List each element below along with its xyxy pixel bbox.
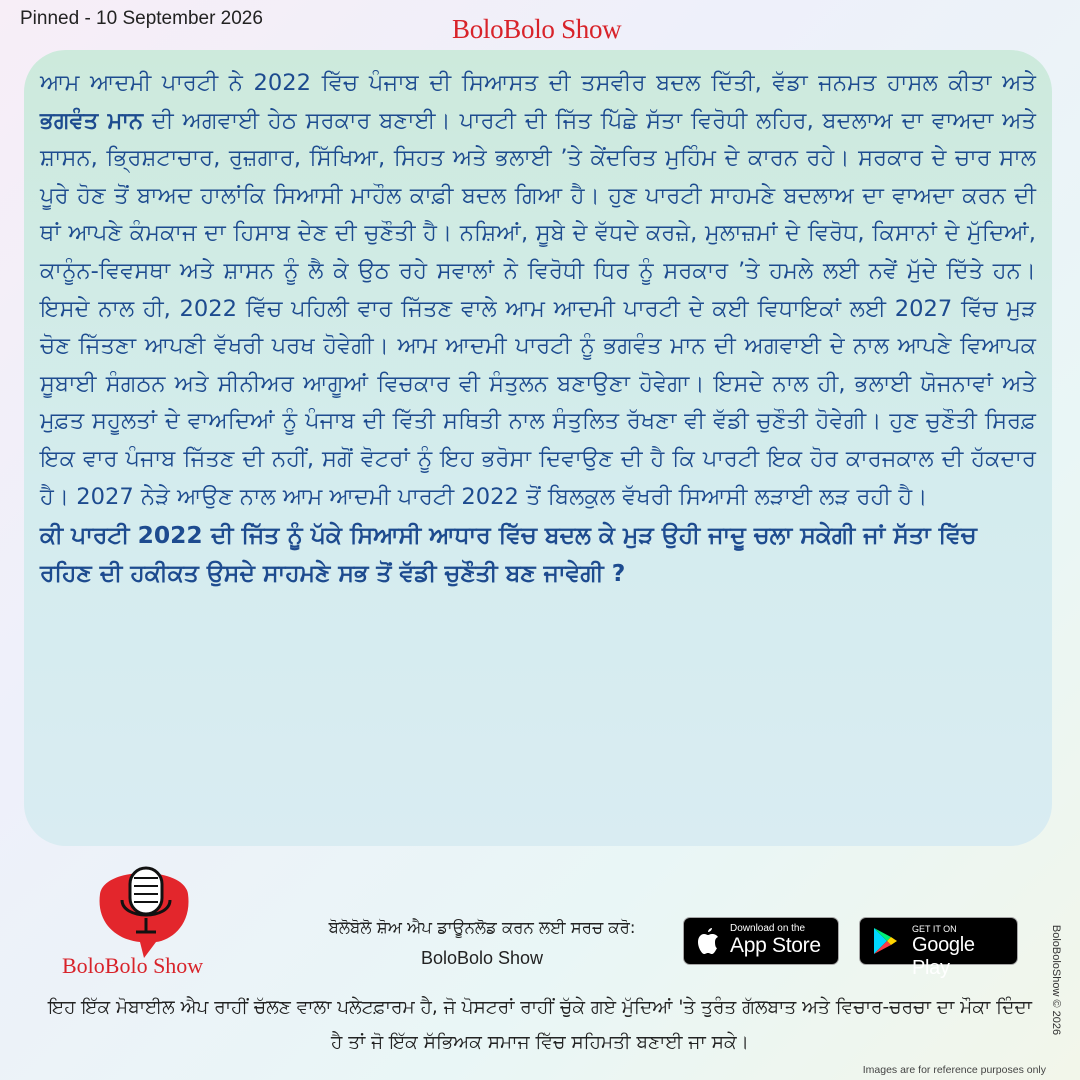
app-name: BoloBolo Show: [420, 948, 544, 968]
apple-icon: [694, 925, 724, 957]
googleplay-small-label: GET IT ON: [912, 924, 957, 934]
google-play-button[interactable]: [859, 917, 1018, 979]
disclaimer: Images are for reference purposes only: [862, 1064, 1046, 1076]
googleplay-big-label: Google Play: [912, 934, 975, 979]
platform-description: ਇਹ ਇੱਕ ਮੋਬਾਈਲ ਐਪ ਰਾਹੀਂ ਚੱਲਣ ਵਾਲਾ ਪਲੇਟਫ਼ਾਰਮ ਹੈ, ਜੋ ਪੋਸਟਰਾਂ ਰਾਹੀਂ ਚੁੱਕੇ ਗਏ ਮੁੱਦਿਆਂ 'ਤੇ ਤੁਰੰਤ ਗੱਲਬਾਤ ਅਤੇ ਵਿਚਾਰ-ਚਰਚਾ ਦਾ ਮੌਕਾ ਦਿੰਦਾ ਹੈ ਤਾਂ ਜੋ ਇੱਕ ਸੱਭਿਅਕ ਸਮਾਜ ਵਿੱਚ ਸਹਿਮਤੀ ਬਣਾਈ ਜਾ ਸਕੇ।: [48, 997, 1032, 1053]
pinned-date: Pinned - 10 September 2026: [20, 8, 263, 29]
post-body-part2: ਦੀ ਅਗਵਾਈ ਹੇਠ ਸਰਕਾਰ ਬਣਾਈ। ਪਾਰਟੀ ਦੀ ਜਿੱਤ ਪਿੱਛੇ ਸੱਤਾ ਵਿਰੋਧੀ ਲਹਿਰ, ਬਦਲਾਅ ਦਾ ਵਾਅਦਾ ਅਤੇ ਸ਼ਾਸਨ, ਭ੍ਰਿਸ਼ਟਾਚਾਰ, ਰੁਜ਼ਗਾਰ, ਸਿੱਖਿਆ, ਸਿਹਤ ਅਤੇ ਭਲਾਈ ’ਤੇ ਕੇਂਦਰਿਤ ਮੁਹਿੰਮ ਦੇ ਕਾਰਨ ਰਹੇ। ਸਰਕਾਰ ਦੇ ਚਾਰ ਸਾਲ ਪੂਰੇ ਹੋਣ ਤੋਂ ਬਾਅਦ ਹਾਲਾਂਕਿ ਸਿਆਸੀ ਮਾਹੌਲ ਕਾਫ਼ੀ ਬਦਲ ਗਿਆ ਹੈ। ਹੁਣ ਪਾਰਟੀ ਸਾਹਮਣੇ ਬਦਲਾਅ ਦਾ ਵਾਅਦਾ ਕਰਨ ਦੀ ਥਾਂ ਆਪਣੇ ਕੰਮਕਾਜ ਦਾ ਹਿਸਾਬ ਦੇਣ ਦੀ ਚੁਣੌਤੀ ਹੈ। ਨਸ਼ਿਆਂ, ਸੂਬੇ ਦੇ ਵੱਧਦੇ ਕਰਜ਼ੇ, ਮੁਲਾਜ਼ਮਾਂ ਦੇ ਵਿਰੋਧ, ਕਿਸਾਨਾਂ ਦੇ ਮੁੱਦਿਆਂ, ਕਾਨੂੰਨ-ਵਿਵਸਥਾ ਅਤੇ ਸ਼ਾਸਨ ਨੂੰ ਲੈ ਕੇ ਉਠ ਰਹੇ ਸਵਾਲਾਂ ਨੇ ਵਿਰੋਧੀ ਧਿਰ ਨੂੰ ਸਰਕਾਰ ’ਤੇ ਹਮਲੇ ਲਈ ਨਵੇਂ ਮੁੱਦੇ ਦਿੱਤੇ ਹਨ। ਇਸਦੇ ਨਾਲ ਹੀ, 2022 ਵਿੱਚ ਪਹਿਲੀ ਵਾਰ ਜਿੱਤਣ ਵਾਲੇ ਆਮ ਆਦਮੀ ਪਾਰਟੀ ਦੇ ਕਈ ਵਿਧਾਇਕਾਂ ਲਈ 2027 ਵਿੱਚ ਮੁੜ ਚੋਣ ਜਿੱਤਣਾ ਆਪਣੀ ਵੱਖਰੀ ਪਰਖ ਹੋਵੇਗੀ। ਆਮ ਆਦਮੀ ਪਾਰਟੀ ਨੂੰ ਭਗਵੰਤ ਮਾਨ ਦੀ ਅਗਵਾਈ ਦੇ ਨਾਲ ਆਪਣੇ ਵਿਆਪਕ ਸੂਬਾਈ ਸੰਗਠਨ ਅਤੇ ਸੀਨੀਅਰ ਆਗੂਆਂ ਵਿਚਕਾਰ ਵੀ ਸੰਤੁਲਨ ਬਣਾਉਣਾ ਹੋਵੇਗਾ। ਇਸਦੇ ਨਾਲ ਹੀ, ਭਲਾਈ ਯੋਜਨਾਵਾਂ ਅਤੇ ਮੁਫ਼ਤ ਸਹੂਲਤਾਂ ਦੇ ਵਾਅਦਿਆਂ ਨੂੰ ਪੰਜਾਬ ਦੀ ਵਿੱਤੀ ਸਥਿਤੀ ਨਾਲ ਸੰਤੁਲਿਤ ਰੱਖਣਾ ਵੀ ਵੱਡੀ ਚੁਣੌਤੀ ਹੋਵੇਗੀ। ਹੁਣ ਚੁਣੌਤੀ ਸਿਰਫ਼ ਇਕ ਵਾਰ ਪੰਜਾਬ ਜਿੱਤਣ ਦੀ ਨਹੀਂ, ਸਗੋਂ ਵੋਟਰਾਂ ਨੂੰ ਇਹ ਭਰੋਸਾ ਦਿਵਾਉਣ ਦੀ ਹੈ ਕਿ ਪਾਰਟੀ ਇਕ ਹੋਰ ਕਾਰਜਕਾਲ ਦੀ ਹੱਕਦਾਰ ਹੈ। 2027 ਨੇੜੇ ਆਉਣ ਨਾਲ ਆਮ ਆਦਮੀ ਪਾਰਟੀ 2022 ਤੋਂ ਬਿਲਕੁਲ ਵੱਖਰੀ ਸਿਆਸੀ ਲੜਾਈ ਲੜ ਰਹੀ ਹੈ।: [40, 107, 1036, 510]
post-body-part1: ਆਮ ਆਦਮੀ ਪਾਰਟੀ ਨੇ 2022 ਵਿੱਚ ਪੰਜਾਬ ਦੀ ਸਿਆਸਤ ਦੀ ਤਸਵੀਰ ਬਦਲ ਦਿੱਤੀ, ਵੱਡਾ ਜਨਮਤ ਹਾਸਲ ਕੀਤਾ ਅਤੇ: [40, 70, 1036, 96]
app-store-button[interactable]: [683, 917, 839, 965]
post-body: [40, 65, 1036, 516]
appstore-big-label: App Store: [730, 934, 821, 957]
post-question: ਕੀ ਪਾਰਟੀ 2022 ਦੀ ਜਿੱਤ ਨੂੰ ਪੱਕੇ ਸਿਆਸੀ ਆਧਾਰ ਵਿੱਚ ਬਦਲ ਕੇ ਮੁੜ ਉਹੀ ਜਾਦੂ ਚਲਾ ਸਕੇਗੀ ਜਾਂ ਸੱਤਾ ਵਿੱਚ ਰਹਿਣ ਦੀ ਹਕੀਕਤ ਉਸਦੇ ਸਾਹਮਣੇ ਸਭ ਤੋਂ ਵੱਡੀ ਚੁਣੌਤੀ ਬਣ ਜਾਵੇਗੀ ?: [40, 521, 977, 588]
copyright-vertical: [1046, 910, 1066, 1050]
copyright-text: BoloBoloShow © 2026: [1050, 924, 1062, 1036]
logo-name: BoloBolo Show: [62, 953, 204, 978]
leader-name: ਭਗਵੰਤ ਮਾਨ: [40, 107, 144, 134]
google-play-icon: [870, 925, 900, 957]
brand-title: BoloBolo Show: [452, 14, 622, 44]
appstore-small-label: Download on the: [730, 923, 806, 934]
download-prompt: ਬੋਲੋਬੋਲੋ ਸ਼ੋਅ ਐਪ ਡਾਊਨਲੋਡ ਕਰਨ ਲਈ ਸਰਚ ਕਰੋ:: [328, 918, 636, 937]
post-card: [24, 50, 1052, 846]
